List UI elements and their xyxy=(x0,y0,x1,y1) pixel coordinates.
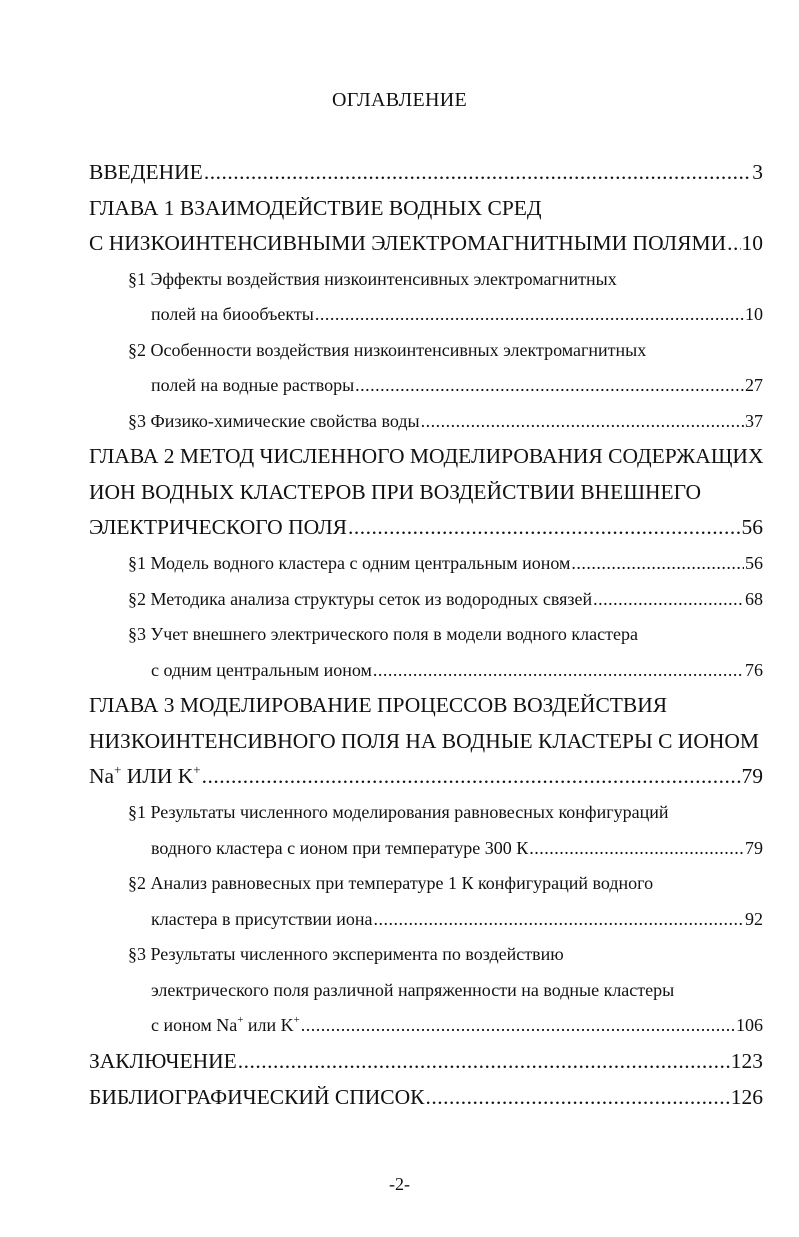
toc-page-number: 106 xyxy=(736,1015,763,1035)
page-title: ОГЛАВЛЕНИЕ xyxy=(332,89,467,111)
toc-section-2-1[interactable] xyxy=(128,550,763,576)
toc-page-number: 76 xyxy=(745,660,763,680)
toc-entry-text: §2 Анализ равновесных при температуре 1 К конфигураций водного xyxy=(128,873,654,893)
toc-page-number: 123 xyxy=(730,1049,763,1073)
toc-entry-text: ЗАКЛЮЧЕНИЕ xyxy=(89,1049,237,1073)
toc-entry-text: с ионом Na+ или K+ xyxy=(151,1013,300,1035)
dot-leader xyxy=(238,1048,730,1074)
toc-section-2-2[interactable] xyxy=(128,586,763,612)
dot-leader xyxy=(315,301,744,327)
toc-entry-text: ИОН ВОДНЫХ КЛАСТЕРОВ ПРИ ВОЗДЕЙСТВИИ ВНЕШНЕГО xyxy=(89,480,702,504)
toc-section-1-3[interactable] xyxy=(128,408,763,434)
toc-entry-text: §1 Результаты численного моделирования равновесных конфигураций xyxy=(128,802,669,822)
toc-entry-text: НИЗКОИНТЕНСИВНОГО ПОЛЯ НА ВОДНЫЕ КЛАСТЕРЫ С ИОНОМ xyxy=(89,729,760,753)
toc-section-1-2-heading[interactable] xyxy=(128,337,763,363)
toc-entry-text: §3 Учет внешнего электрического поля в модели водного кластера xyxy=(128,624,638,644)
toc-entry-text: полей на водные растворы xyxy=(151,375,355,395)
toc-page-number: 10 xyxy=(741,231,763,255)
toc-chapter-3[interactable] xyxy=(89,763,763,789)
toc-section-1-2[interactable] xyxy=(151,372,763,398)
toc-section-3-1[interactable] xyxy=(151,835,763,861)
toc-page-number: 126 xyxy=(730,1085,763,1109)
toc-entry-text: С НИЗКОИНТЕНСИВНЫМИ ЭЛЕКТРОМАГНИТНЫМИ ПОЛЯМИ xyxy=(89,231,727,255)
dot-leader xyxy=(301,1012,735,1038)
toc-entry-text: электрического поля различной напряженности на водные кластеры xyxy=(151,980,675,1000)
toc-entry-text: полей на биообъекты xyxy=(151,304,314,324)
toc-page-number: 79 xyxy=(745,838,763,858)
toc-entry-text: §1 Модель водного кластера с одним центральным ионом xyxy=(128,553,571,573)
toc-entry-text: ЭЛЕКТРИЧЕСКОГО ПОЛЯ xyxy=(89,515,347,539)
toc-entry-text: кластера в присутствии иона xyxy=(151,909,373,929)
toc-entry-text: §2 Особенности воздействия низкоинтенсивных электромагнитных xyxy=(128,340,647,360)
toc-entry-text: §2 Методика анализа структуры сеток из водородных связей xyxy=(128,589,593,609)
toc-entry-text: ВВЕДЕНИЕ xyxy=(89,160,203,184)
toc-section-1-1-heading[interactable] xyxy=(128,266,763,292)
toc-page-number: 68 xyxy=(745,589,763,609)
toc-chapter-1[interactable] xyxy=(89,230,763,256)
toc-chapter-3-heading[interactable] xyxy=(89,692,763,718)
toc-page-number: 3 xyxy=(752,160,763,184)
dot-leader xyxy=(529,835,744,861)
toc-page-number: 79 xyxy=(741,764,763,788)
toc-entry-intro[interactable] xyxy=(89,159,763,185)
toc-entry-text: Na+ ИЛИ K+ xyxy=(89,762,201,788)
page-number: -2- xyxy=(389,1174,410,1194)
dot-leader xyxy=(727,230,740,256)
toc-chapter-2-heading-2[interactable] xyxy=(89,479,763,505)
dot-leader xyxy=(425,1084,729,1110)
toc-entry-text: ГЛАВА 3 МОДЕЛИРОВАНИЕ ПРОЦЕССОВ ВОЗДЕЙСТВИЯ xyxy=(89,693,668,717)
toc-chapter-2-heading[interactable] xyxy=(89,443,763,469)
toc-section-2-3[interactable] xyxy=(151,657,763,683)
toc-page-number: 10 xyxy=(745,304,763,324)
toc-entry-text: §1 Эффекты воздействия низкоинтенсивных электромагнитных xyxy=(128,269,617,289)
dot-leader xyxy=(202,763,741,789)
dot-leader xyxy=(348,514,741,540)
toc-section-2-3-heading[interactable] xyxy=(128,621,763,647)
toc-chapter-2[interactable] xyxy=(89,514,763,540)
toc-entry-text: водного кластера с ионом при температуре 300 К xyxy=(151,838,529,858)
dot-leader xyxy=(571,550,744,576)
dot-leader xyxy=(421,408,744,434)
toc-entry-bibliography[interactable] xyxy=(89,1084,763,1110)
toc-page-number: 92 xyxy=(745,909,763,929)
toc-entry-text: §3 Физико-химические свойства воды xyxy=(128,411,420,431)
dot-leader xyxy=(355,372,744,398)
toc-entry-text: ГЛАВА 2 МЕТОД ЧИСЛЕННОГО МОДЕЛИРОВАНИЯ СОДЕРЖАЩИХ xyxy=(89,444,764,468)
dot-leader xyxy=(204,159,751,185)
toc-page-number: 27 xyxy=(745,375,763,395)
toc-entry-text: §3 Результаты численного эксперимента по воздействию xyxy=(128,944,564,964)
toc-page-number: 37 xyxy=(745,411,763,431)
toc-section-1-1[interactable] xyxy=(151,301,763,327)
toc-section-3-2-heading[interactable] xyxy=(128,870,763,896)
toc-entry-text: с одним центральным ионом xyxy=(151,660,372,680)
dot-leader xyxy=(374,906,744,932)
toc-page-number: 56 xyxy=(745,553,763,573)
toc-entry-conclusion[interactable] xyxy=(89,1048,763,1074)
toc-section-3-3-heading[interactable] xyxy=(128,941,763,967)
toc-entry-text: ГЛАВА 1 ВЗАИМОДЕЙСТВИЕ ВОДНЫХ СРЕД xyxy=(89,196,542,220)
dot-leader xyxy=(373,657,744,683)
toc-section-3-2[interactable] xyxy=(151,906,763,932)
toc-section-3-1-heading[interactable] xyxy=(128,799,763,825)
dot-leader xyxy=(593,586,744,612)
toc-section-3-3[interactable] xyxy=(151,1012,763,1038)
toc-page-number: 56 xyxy=(741,515,763,539)
toc-chapter-3-heading-2[interactable] xyxy=(89,728,763,754)
toc-entry-text: БИБЛИОГРАФИЧЕСКИЙ СПИСОК xyxy=(89,1085,425,1109)
toc-chapter-1-heading[interactable] xyxy=(89,195,763,221)
toc-section-3-3-heading-2[interactable] xyxy=(151,977,763,1003)
